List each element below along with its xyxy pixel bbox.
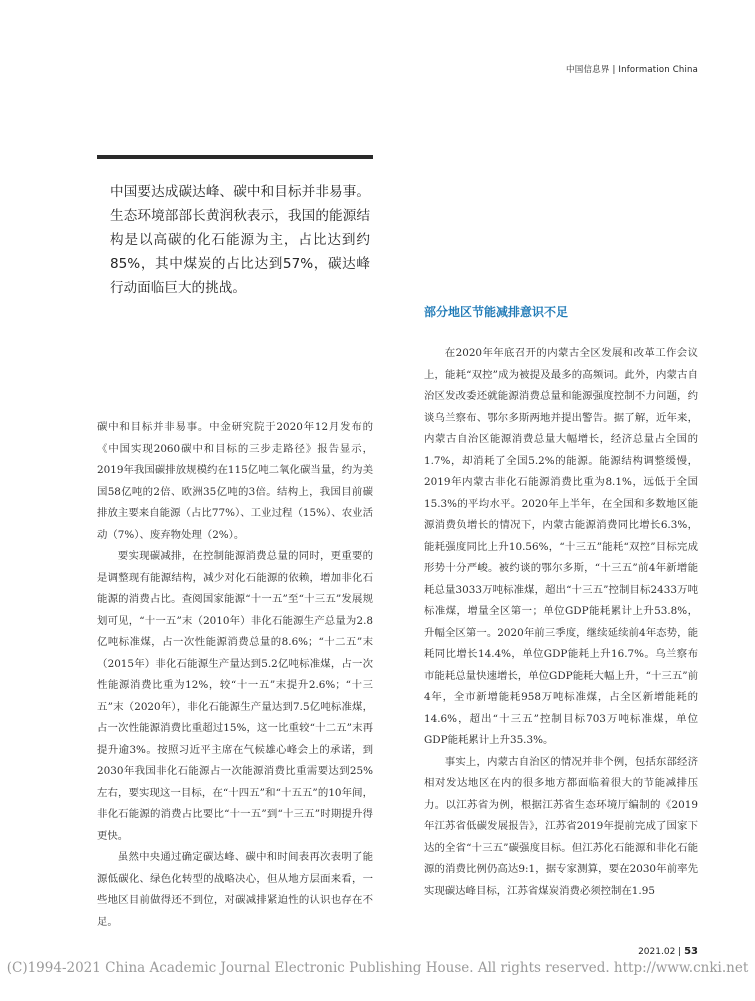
- right-column: [424, 343, 698, 902]
- issue-label: 2021.02 |: [638, 947, 682, 957]
- paragraph: 虽然中央通过确定碳达峰、碳中和时间表再次表明了能源低碳化、绿色化转型的战略决心，但从地方层面来看，一些地区目前做得还不到位，对碳减排紧迫性的认识也存在不足。: [97, 851, 373, 928]
- journal-header: 中国信息界 | Information China: [566, 65, 698, 75]
- paragraph: 事实上，内蒙古自治区的情况并非个例，包括东部经济相对发达地区在内的很多地方都面临着很大的节能减排压力。以江苏省为例，根据江苏省生态环境厅编制的《2019年江苏省低碳发展报告》，江苏省2019年提前完成了国家下达的全省“十三五”碳强度目标。但江苏化石能源和非化石能源的消费比例仍高达9:1，据专家测算，要在2030年前率先实现碳达峰目标，江苏省煤炭消费必须控制在1.95: [424, 755, 698, 897]
- page-number: [638, 946, 698, 957]
- pull-quote-rule: [97, 155, 373, 159]
- paragraph: 在2020年年底召开的内蒙古全区发展和改革工作会议上，能耗“双控”成为被提及最多的高频词。此外，内蒙古自治区发改委还就能源消费总量和能源强度控制不力问题，约谈乌兰察布、鄂尔多斯两地并提出警告。据了解，近年来，内蒙古自治区能源消费总量大幅增长，经济总量占全国的1.7%，却消耗了全国5.2%的能源。能源结构调整缓慢，2019年内蒙古非化石能源消费比重为8.1%，远低于全国15.3%的平均水平。2020年上半年，在全国和多数地区能源消费负增长的情况下，内蒙古能源消费同比增长6.3%，能耗强度同比上升10.56%，“十三五”能耗“双控”目标完成形势十分严峻。被约谈的鄂尔多斯，“十三五”前4年新增能耗总量3033万吨标准煤，超出“十三五”控制目标2433万吨标准煤，增量全区第一；单位GDP能耗累计上升53.8%，升幅全区第一。2020年前三季度，继续延续前4年态势，能耗同比增长14.4%，单位GDP能耗上升16.7%。乌兰察布市能耗总量快速增长，单位GDP能耗大幅上升，“十三五”前4年，全市新增能耗958万吨标准煤，占全区新增能耗的14.6%，超出“十三五”控制目标703万吨标准煤，单位GDP能耗累计上升35.3%。: [424, 347, 698, 746]
- paragraph: 碳中和目标并非易事。中金研究院于2020年12月发布的《中国实现2060碳中和目标的三步走路径》报告显示，2019年我国碳排放规模约在115亿吨二氧化碳当量，约为美国58亿吨的2倍、欧洲35亿吨的3倍。结构上，我国目前碳排放主要来自能源（占比77%）、工业过程（15%）、农业活动（7%）、废弃物处理（2%）。: [97, 421, 373, 541]
- paragraph: 要实现碳减排，在控制能源消费总量的同时，更重要的是调整现有能源结构，减少对化石能源的依赖，增加非化石能源的消费占比。查阅国家能源“十一五”至“十三五”发展规划可见，“十一五”末（2010年）非化石能源生产总量为2.8亿吨标准煤，占一次性能源消费总量的8.6%；“十二五”末（2015年）非化石能源生产量达到5.2亿吨标准煤，占一次性能源消费比重为12%，较“十一五”末提升2.6%；“十三五”末（2020年），非化石能源生产量达到7.5亿吨标准煤，占一次性能源消费比重超过15%，这一比重较“十二五”末再提升逾3%。按照习近平主席在气候雄心峰会上的承诺，到2030年我国非化石能源占一次能源消费比重需要达到25%左右，要实现这一目标，在“十四五”和“十五五”的10年间，非化石能源的消费占比要比“十一五”到“十三五”时期提升得更快。: [97, 550, 373, 842]
- left-column: [97, 417, 373, 933]
- page-number-value: 53: [684, 946, 698, 957]
- pull-quote: 中国要达成碳达峰、碳中和目标并非易事。生态环境部部长黄润秋表示，我国的能源结构是以高碳的化石能源为主，占比达到约85%，其中煤炭的占比达到57%，碳达峰行动面临巨大的挑战。: [110, 184, 370, 296]
- copyright-footer: (C)1994-2021 China Academic Journal Electronic Publishing House. All rights reserved. http://www.cnki.net: [6, 960, 749, 976]
- section-heading: 部分地区节能减排意识不足: [424, 305, 569, 319]
